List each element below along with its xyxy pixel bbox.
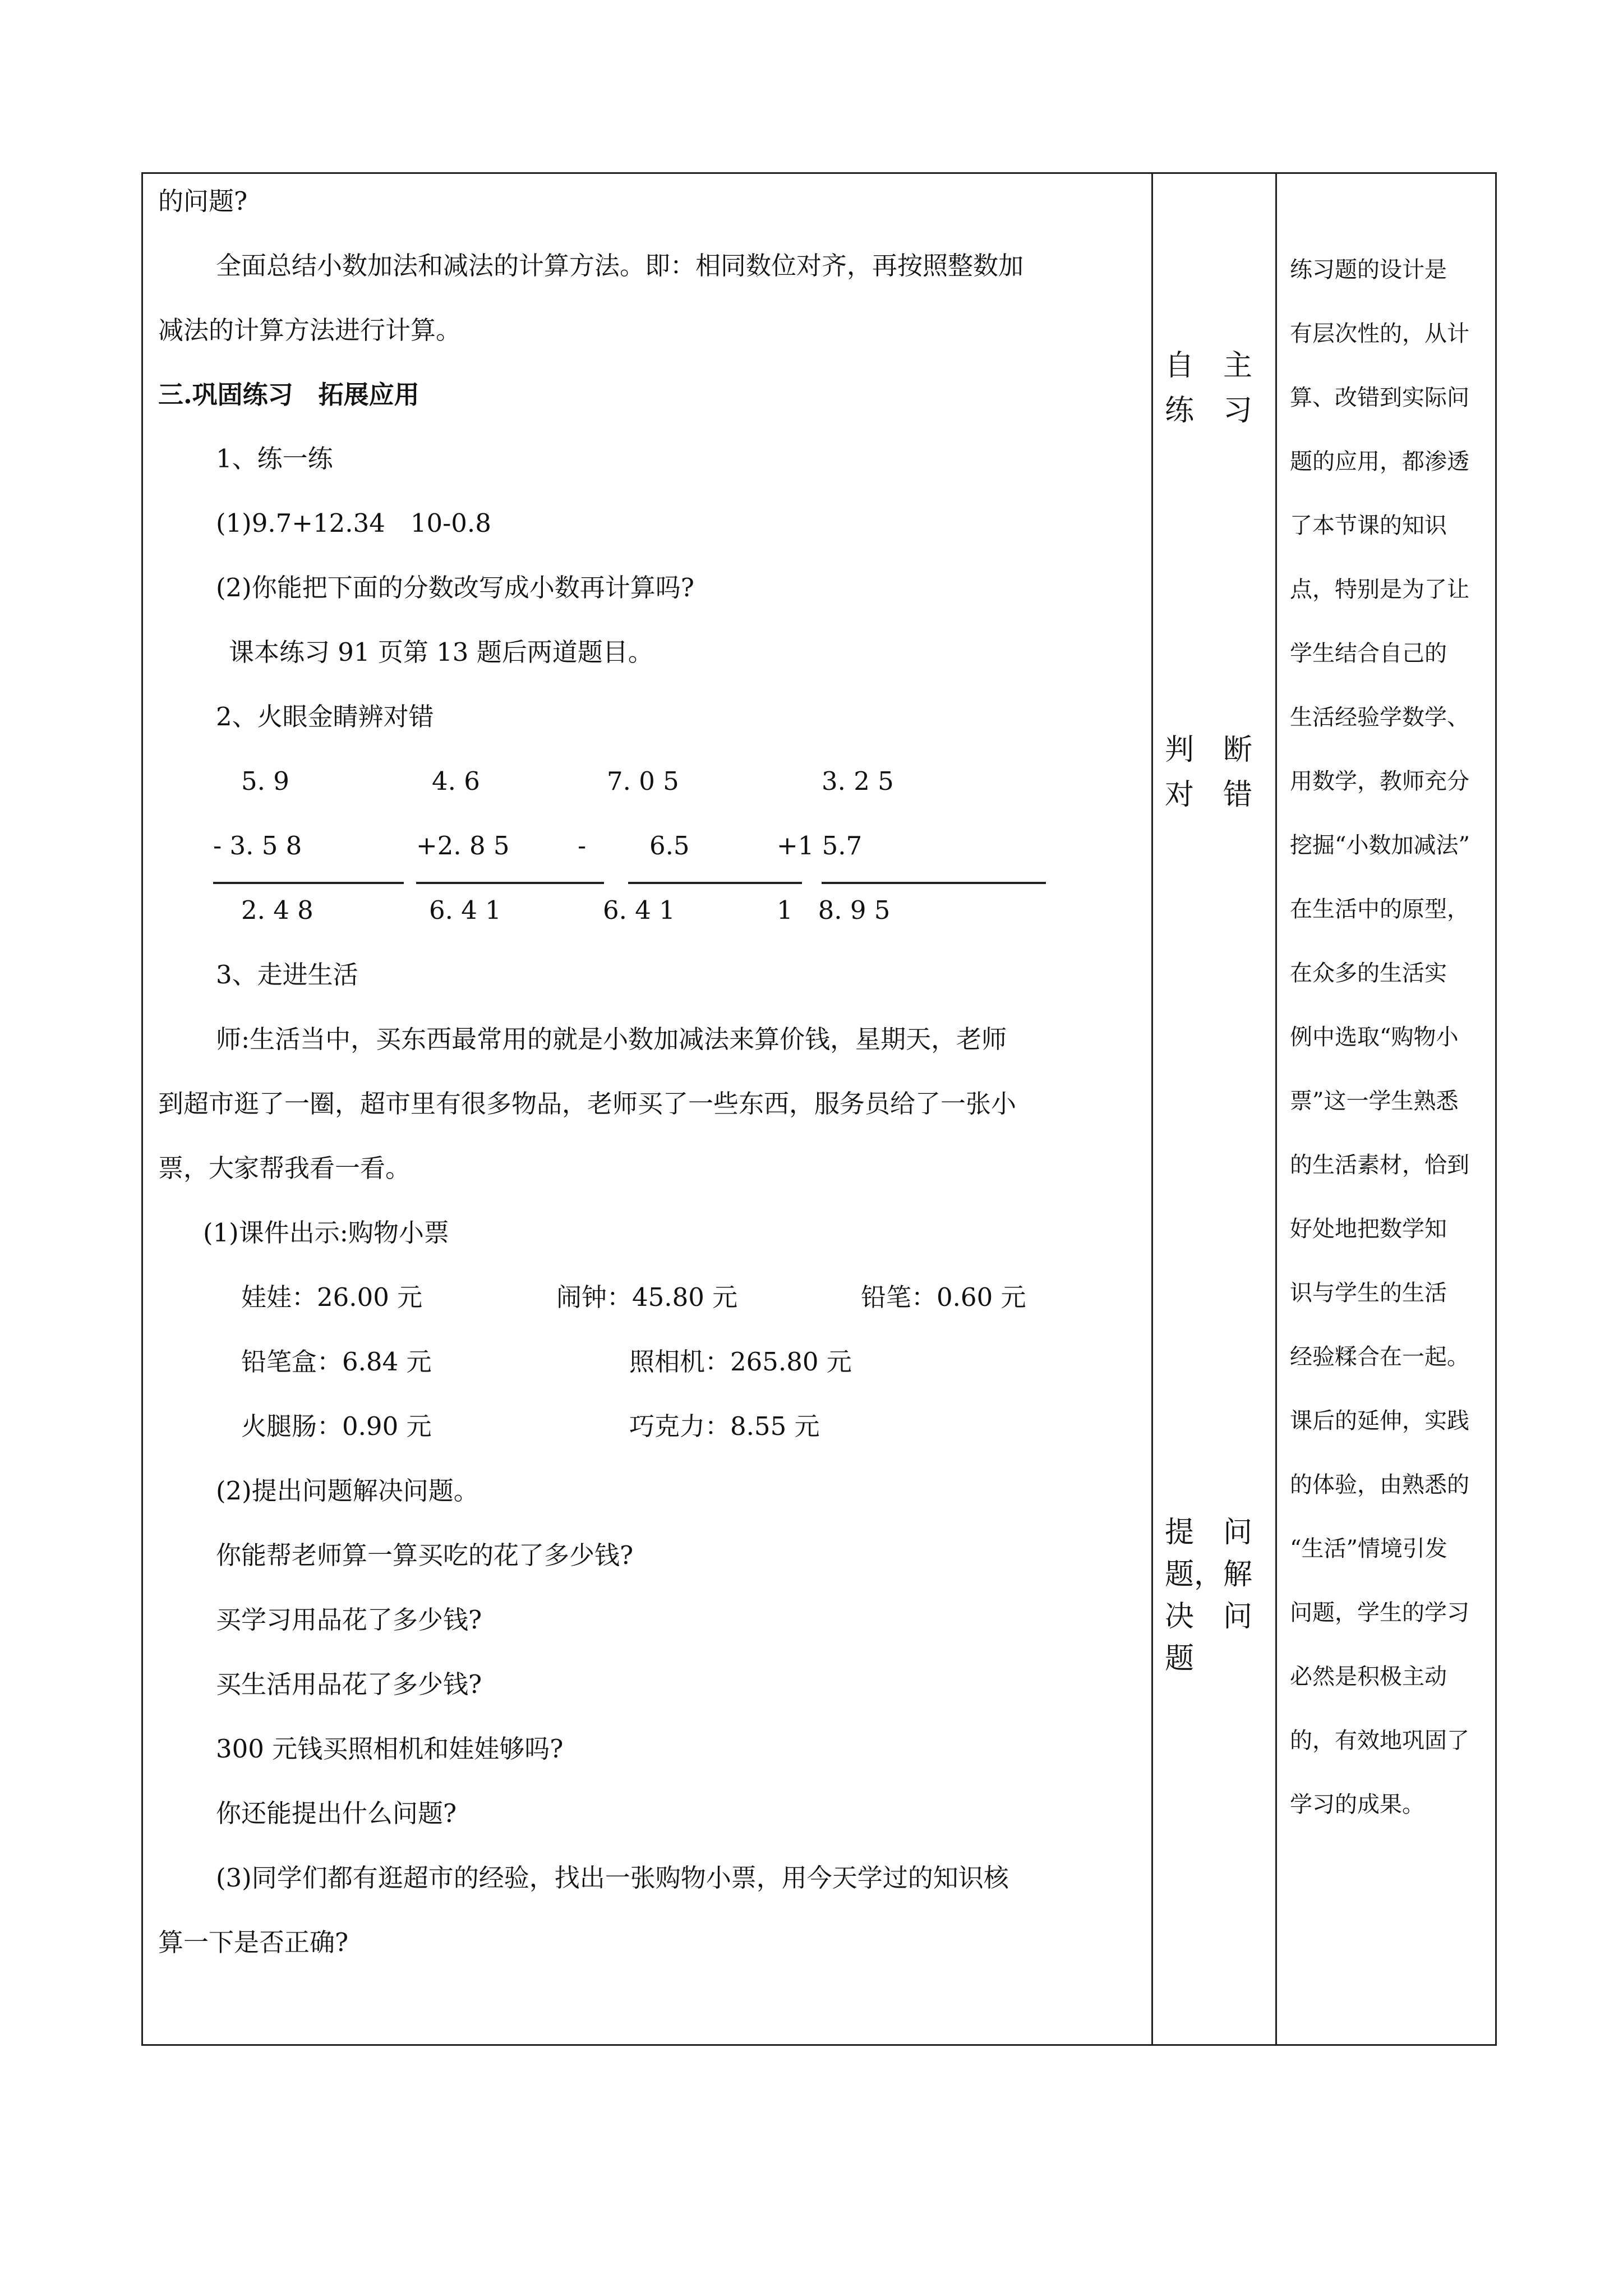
remark-line: 问题，学生的学习 [1290, 1600, 1469, 1626]
remark-line: 了本节课的知识 [1290, 513, 1447, 539]
remark-line: 课后的延伸，实践 [1290, 1408, 1469, 1434]
calc-mid: - 3. 5 8 [213, 831, 302, 861]
text-line: 减法的计算方法进行计算。 [158, 315, 462, 345]
remark-line: 的，有效地巩固了 [1290, 1728, 1469, 1754]
remark-line: 有层次性的，从计 [1290, 321, 1469, 347]
remark-line: 题的应用，都渗透 [1290, 449, 1469, 475]
calc-result: 6. 4 1 [429, 895, 501, 925]
remark-line: 在生活中的原型， [1290, 896, 1469, 922]
question: 300 元钱买照相机和娃娃够吗? [216, 1734, 564, 1764]
remark-line: 的生活素材，恰到 [1290, 1152, 1469, 1178]
remark-line: 点，特别是为了让 [1290, 577, 1469, 602]
method-label: 练 习 [1165, 394, 1253, 427]
remark-line: 挖掘“小数加减法” [1290, 832, 1470, 858]
question: 你能帮老师算一算买吃的花了多少钱? [216, 1540, 634, 1570]
calc-mid: - [578, 831, 587, 861]
text-line: 师:生活当中，买东西最常用的就是小数加减法来算价钱，星期天，老师 [216, 1024, 1007, 1054]
question: (3)同学们都有逛超市的经验，找出一张购物小票，用今天学过的知识核 [216, 1863, 1009, 1893]
remark-line: “生活”情境引发 [1290, 1536, 1447, 1562]
receipt-item: 闹钟：45.80 元 [556, 1282, 738, 1312]
calc-mid: 6.5 [649, 831, 690, 861]
exercise-title: 2、火眼金睛辨对错 [216, 702, 434, 731]
question: 买生活用品花了多少钱? [216, 1669, 482, 1699]
calc-result: 2. 4 8 [241, 895, 313, 925]
exercise-title: 3、走进生活 [216, 960, 358, 990]
calc-result: 6. 4 1 [603, 895, 675, 925]
question: 你还能提出什么问题? [216, 1798, 457, 1828]
remark-line: 生活经验学数学、 [1290, 705, 1469, 730]
calc-mid: +1 5.7 [777, 831, 863, 861]
receipt-item: 火腿肠：0.90 元 [241, 1411, 432, 1441]
method-label: 题 [1165, 1642, 1195, 1676]
receipt-title: (1)课件出示:购物小票 [203, 1218, 449, 1248]
calc-underline [213, 882, 404, 884]
column-divider-1 [1151, 174, 1153, 2044]
exercise-question: (2)你能把下面的分数改写成小数再计算吗? [216, 573, 694, 602]
text-line: 票，大家帮我看一看。 [158, 1153, 411, 1183]
calc-underline [822, 882, 1046, 884]
remark-line: 在众多的生活实 [1290, 960, 1447, 986]
calc-underline [416, 882, 604, 884]
receipt-item: 娃娃：26.00 元 [241, 1282, 423, 1312]
method-label: 题，解 [1165, 1558, 1253, 1591]
exercise-note: 课本练习 91 页第 13 题后两道题目。 [229, 637, 653, 667]
remark-line: 算、改错到实际问 [1290, 385, 1469, 411]
exercise-question: (1)9.7+12.34 10-0.8 [216, 508, 491, 538]
calc-mid: +2. 8 5 [416, 831, 510, 861]
remark-line: 学习的成果。 [1290, 1792, 1424, 1818]
remark-line: 必然是积极主动 [1290, 1664, 1447, 1690]
calc-result: 1 8. 9 5 [777, 895, 891, 925]
method-label: 对 错 [1165, 778, 1253, 812]
remark-line: 的体验，由熟悉的 [1290, 1472, 1469, 1498]
question: 买学习用品花了多少钱? [216, 1605, 482, 1635]
remark-line: 票”这一学生熟悉 [1290, 1088, 1459, 1114]
text-line: 全面总结小数加法和减法的计算方法。即：相同数位对齐，再按照整数加 [216, 251, 1024, 280]
remark-line: 练习题的设计是 [1290, 257, 1447, 283]
method-label: 决 问 [1165, 1600, 1253, 1634]
remark-line: 经验糅合在一起。 [1290, 1344, 1469, 1370]
calc-underline [628, 882, 802, 884]
method-label: 判 断 [1165, 733, 1253, 767]
column-divider-2 [1275, 174, 1277, 2044]
receipt-item: 巧克力：8.55 元 [629, 1411, 820, 1441]
method-label: 提 问 [1165, 1516, 1253, 1549]
calc-top: 4. 6 [432, 766, 480, 796]
calc-top: 7. 0 5 [607, 766, 679, 796]
receipt-item: 照相机：265.80 元 [629, 1347, 852, 1377]
receipt-item: 铅笔：0.60 元 [861, 1282, 1026, 1312]
question: 算一下是否正确? [158, 1927, 349, 1957]
section-title: 三.巩固练习 拓展应用 [158, 380, 419, 409]
text-line: 到超市逛了一圈，超市里有很多物品，老师买了一些东西，服务员给了一张小 [158, 1089, 1017, 1119]
remark-line: 学生结合自己的 [1290, 641, 1447, 666]
receipt-item: 铅笔盒：6.84 元 [241, 1347, 432, 1377]
calc-top: 3. 2 5 [822, 766, 894, 796]
remark-line: 识与学生的生活 [1290, 1280, 1447, 1306]
remark-line: 好处地把数学知 [1290, 1216, 1447, 1242]
question-title: (2)提出问题解决问题。 [216, 1476, 479, 1506]
text-line: 的问题? [158, 186, 248, 216]
remark-line: 用数学，教师充分 [1290, 769, 1469, 794]
calc-top: 5. 9 [241, 766, 289, 796]
exercise-title: 1、练一练 [216, 444, 333, 473]
method-label: 自 主 [1165, 349, 1253, 383]
remark-line: 例中选取“购物小 [1290, 1024, 1459, 1050]
